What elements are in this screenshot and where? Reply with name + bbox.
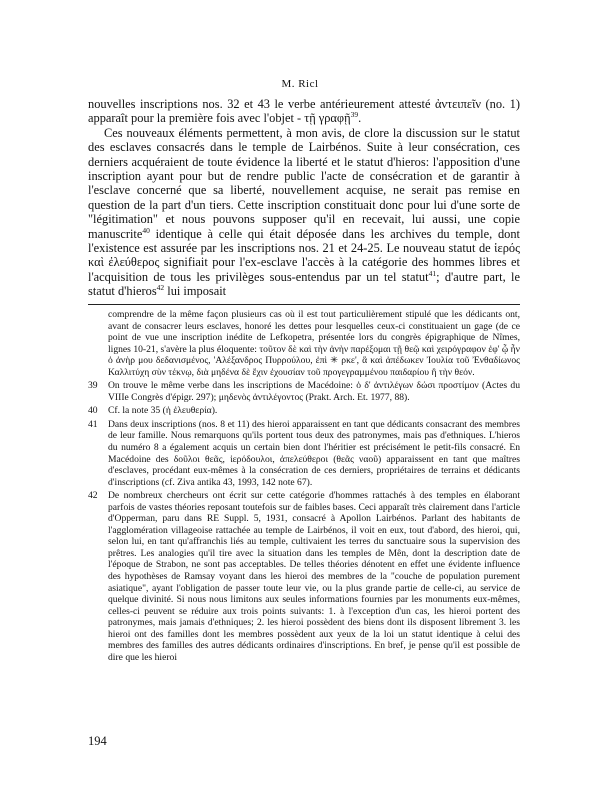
footnote-41	[88, 419, 520, 488]
paragraph-2	[88, 126, 520, 299]
paragraph-1-end: .	[358, 111, 362, 126]
footnote-text: On trouve le même verbe dans les inscriptions de Macédoine: ὁ δ' ἀντιλέγων δώσι προστίμον (Actes du VIIIe Congrès d'épigr. 297); μηδενὸς ἀντιλέγοντος (Prakt. Arch. Et. 1977, 88).	[108, 380, 520, 403]
footnote-continuation	[88, 309, 520, 378]
paragraph-2-text-d: lui imposait	[164, 284, 227, 299]
running-head: M. Ricl	[281, 78, 319, 90]
page-number: 194	[88, 734, 107, 748]
footnote-ref-42[interactable]: 42	[156, 283, 165, 293]
main-text	[88, 97, 520, 299]
footnote-text: Cf. la note 35 (ἡ ἐλευθερία).	[108, 405, 218, 417]
footnote-number: 41	[88, 418, 98, 430]
footnote-number: 42	[88, 490, 98, 502]
footnote-39	[88, 380, 520, 403]
footnote-42	[88, 490, 520, 663]
footnote-40	[88, 405, 520, 417]
paragraph-2-text-b: identique à celle qui était déposée dans les archives du temple, dont l'existence est assurée par les inscriptions nos. 21 et 24-25. Le nouveau statut de ἱερός καὶ ἐλεύθερος signifiait pour l'ex-esclave l'accès à la catégorie des hommes libres et l'acquisition de tous les privilèges sous-entendus par un tel statut	[88, 226, 520, 284]
footnote-number: 39	[88, 380, 98, 392]
footnote-text: Dans deux inscriptions (nos. 8 et 11) des hieroi apparaissent en tant que dédicants consacrant des membres de leur famille. Nous remarquons qu'ils portent tous deux des patronymes, mais pas d'ethniques. L'hieros du numéro 8 a également acquis un certain bien dont l'héritier est précisément le petit-fils consacré. En Macédoine des δοῦλοι θεᾶς, ἱερόδουλοι, ἀπελεύθεροι (θεᾶς ναοῦ) apparaissent en tant que maîtres d'esclaves, procédant eux-mêmes à la consécration de ces derniers, propriétaires de terrains et dédicants d'inscriptions (cf. Ziva antika 43, 1993, 142 note 67).	[108, 418, 520, 488]
paragraph-2-text-a: Ces nouveaux éléments permettent, à mon avis, de clore la discussion sur le statut des esclaves consacrés dans le temple de Lairbénos. Suite à leur consécration, ces derniers acquéraient de toute évidence la liberté et le statut d'hieros: l'apposition d'une inscription ayant pour but de rendre public l'acte de consécration et de garantir à l'esclave concerné que sa liberté, nouvellement acquise, ne serait pas remise en question de la part d'un tiers. Cette inscription constituait donc pour lui d'une sorte de "légitimation" et nous pouvons supposer qu'il en recevait, lui aussi, une copie manuscrite	[88, 125, 520, 241]
footnote-text: De nombreux chercheurs ont écrit sur cette catégorie d'hommes rattachés à des temples en élaborant parfois de vastes théories reposant toutefois sur de faibles bases. Ceci apparaît très clairement dans l'article d'Opperman, paru dans RE Suppl. 5, 1931, consacré à Apollon Lairbénos. Parlant des habitants de l'agglomération villageoise rattachée au temple de Lairbénos, il voit en eux, tout d'abord, des hieroi, qui, selon lui, en tant qu'affranchis liés au temple, cultivaient les terres du sanctuaire sous la supervision des prêtres. Les analogies qu'il tire avec la situation dans les temples de Mên, dont la description date de l'époque de Strabon, ne sont pas acceptables. De telles théories dénotent en effet une évidente influence des hypothèses de Ramsay voyant dans les hieroi des membres de la "couche de population purement asiatique", ayant l'obligation de passer toute leur vie, ou la plus grande partie de celle-ci, au service de quelque divinité. Si nous nous limitons aux seules informations fournies par les monuments eux-mêmes, celles-ci peuvent se réduire aux trois points suivants: 1. à l'exception d'un cas, les hieroi portent des patronymes, mais jamais d'ethniques; 2. les hieroi possèdent des biens dont ils disposent librement 3. les hieroi ont des familles dont les membres possèdent aux yeux de la loi un statut identique à celui des membres des familles des autres dédicants ordinaires d'inscriptions. En bref, je pense qu'il est possible de dire que les hieroi	[108, 490, 520, 663]
paragraph-1	[88, 97, 520, 126]
footnotes	[88, 309, 520, 665]
footnote-ref-40[interactable]: 40	[142, 225, 150, 235]
footnote-ref-41[interactable]: 41	[428, 268, 437, 278]
footnote-ref-39[interactable]: 39	[350, 110, 359, 120]
footnote-rule	[88, 304, 520, 305]
paragraph-1-text: nouvelles inscriptions nos. 32 et 43 le verbe antérieurement attesté ἀντειπεῖν (no. 1) apparaît pour la première fois avec l'objet - τῇ γραφῇ	[88, 97, 520, 126]
paragraph-2-text-c: ; d'autre part, le statut d'hieros	[88, 269, 520, 299]
footnote-continuation-text: comprendre de la même façon plusieurs cas où il est tout particulièrement stipulé que les dédicants ont, avant de consacrer leurs esclaves, honoré les dettes pour lesquelles ceux-ci constituaient un gage (de ce point de vue une inscription inédite de Lefkopetra, présentée lors du congrès épigraphique de Nîmes, lignes 10-21, s'avère la plus éloquente: τοῦτον δὲ καὶ τὴν ἀνὴν παρέξομαι τῇ θεῷ καὶ χειρόγραφον ἐφ' ᾧ ἦν ὁ ἀνὴρ μου δεδανισμένος, 'Αλέξανδρος Πυρρούλου, ἐπὶ ✳ ρκε', ἃ καὶ ἀπέδωκεν Ἰουλία τοῦ Ἐνθαδίωνος Καλλιτύχη σὺν τέκνῳ, διὰ μηδένα δὲ ἔχιν ἐχουσίαν τοῦ προγεγραμμένου παιδαρίου ἢ τὴν θεόν.	[108, 309, 520, 378]
footnote-number: 40	[88, 405, 98, 417]
